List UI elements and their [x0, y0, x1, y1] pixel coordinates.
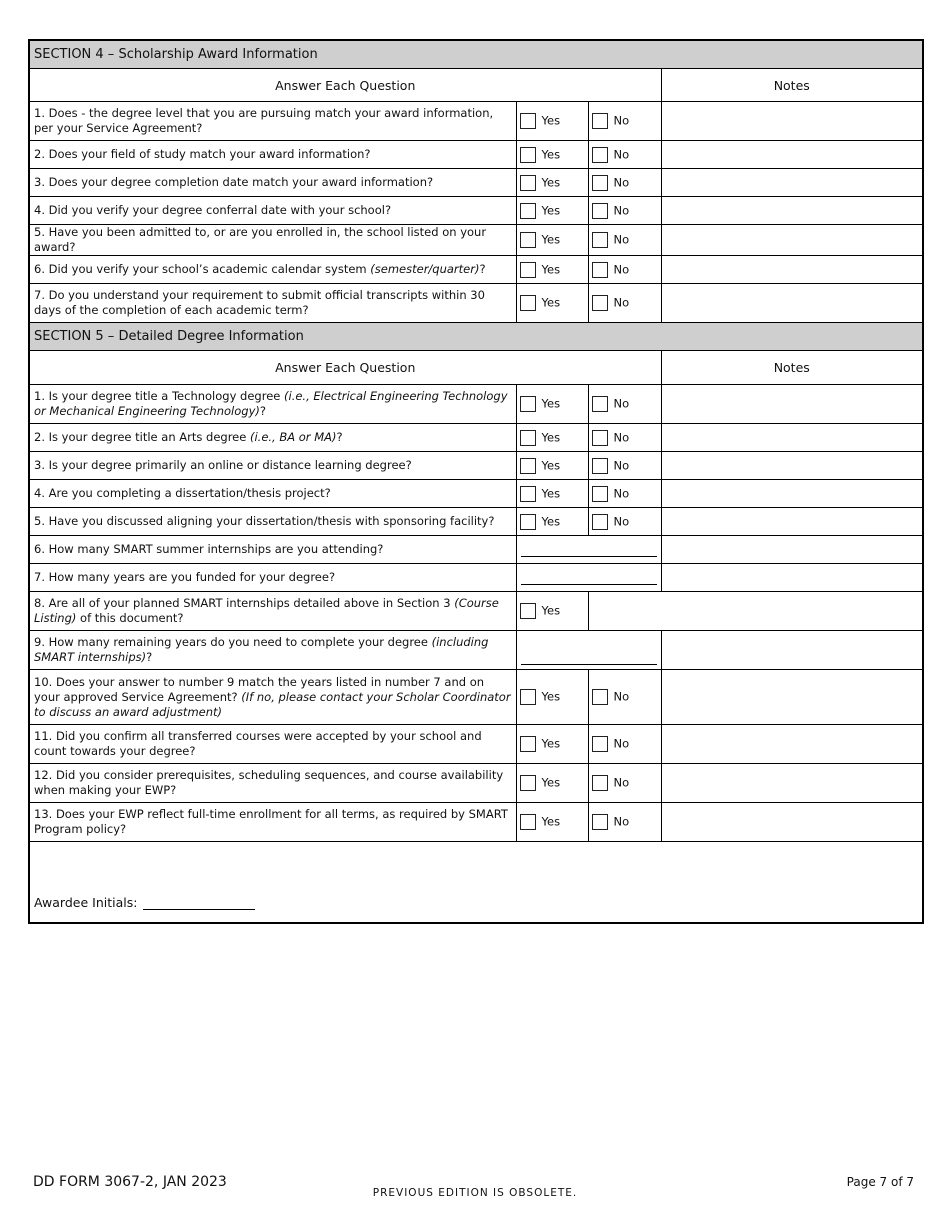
- section-4-notes-header: Notes: [661, 69, 923, 102]
- no-checkbox[interactable]: No: [588, 670, 661, 725]
- no-checkbox[interactable]: No: [588, 225, 661, 256]
- question-text: 9. How many remaining years do you need to complete your degree (including SMART internships)?: [29, 631, 516, 670]
- checkbox-box[interactable]: [592, 775, 608, 791]
- notes-field[interactable]: [661, 225, 923, 256]
- notes-field[interactable]: [661, 670, 923, 725]
- section-5-title: SECTION 5 – Detailed Degree Information: [29, 323, 923, 351]
- checkbox-box[interactable]: [592, 736, 608, 752]
- checkbox-box[interactable]: [520, 514, 536, 530]
- notes-field[interactable]: [661, 631, 923, 670]
- question-text: 7. Do you understand your requirement to submit official transcripts within 30 days of the completion of each academic term?: [29, 284, 516, 323]
- notes-field[interactable]: [661, 141, 923, 169]
- yes-checkbox[interactable]: Yes: [516, 452, 588, 480]
- yes-checkbox[interactable]: Yes: [516, 169, 588, 197]
- checkbox-box[interactable]: [592, 814, 608, 830]
- table-row: [29, 592, 923, 631]
- checkbox-box[interactable]: [520, 396, 536, 412]
- table-row: [29, 141, 923, 169]
- section-4-title: SECTION 4 – Scholarship Award Information: [29, 40, 923, 69]
- no-checkbox[interactable]: No: [588, 197, 661, 225]
- question-text: 5. Have you discussed aligning your dissertation/thesis with sponsoring facility?: [29, 508, 516, 536]
- table-row: [29, 284, 923, 323]
- table-row: [29, 631, 923, 670]
- table-row: [29, 564, 923, 592]
- section-5-notes-header: Notes: [661, 351, 923, 385]
- question-text: 1. Does - the degree level that you are pursuing match your award information, per your Service Agreement?: [29, 102, 516, 141]
- table-row: [29, 764, 923, 803]
- checkbox-box[interactable]: [592, 203, 608, 219]
- answer-line-input[interactable]: [516, 536, 661, 564]
- checkbox-box[interactable]: [520, 603, 536, 619]
- table-row: [29, 725, 923, 764]
- table-row: [29, 385, 923, 424]
- initials-row: [29, 842, 923, 924]
- notes-field[interactable]: [661, 536, 923, 564]
- answer-line-input[interactable]: [516, 564, 661, 592]
- no-checkbox[interactable]: No: [588, 764, 661, 803]
- checkbox-box[interactable]: [592, 175, 608, 191]
- notes-field[interactable]: [661, 564, 923, 592]
- checkbox-box[interactable]: [520, 232, 536, 248]
- yes-checkbox[interactable]: Yes: [516, 284, 588, 323]
- question-text: 4. Are you completing a dissertation/thesis project?: [29, 480, 516, 508]
- yes-checkbox[interactable]: Yes: [516, 670, 588, 725]
- checkbox-box[interactable]: [592, 689, 608, 705]
- question-text: 10. Does your answer to number 9 match the years listed in number 7 and on your approved Service Agreement? (If no, please contact your Scholar Coordinator to discuss an award adjustment): [29, 670, 516, 725]
- checkbox-box[interactable]: [592, 232, 608, 248]
- no-checkbox[interactable]: No: [588, 508, 661, 536]
- checkbox-box[interactable]: [520, 295, 536, 311]
- checkbox-box[interactable]: [520, 203, 536, 219]
- no-checkbox[interactable]: No: [588, 284, 661, 323]
- table-row: [29, 225, 923, 256]
- checkbox-box[interactable]: [520, 736, 536, 752]
- yes-checkbox[interactable]: Yes: [516, 225, 588, 256]
- initials-input[interactable]: [143, 893, 255, 910]
- table-row: [29, 424, 923, 452]
- notes-field[interactable]: [661, 385, 923, 424]
- notes-field[interactable]: [661, 102, 923, 141]
- yes-checkbox[interactable]: Yes: [516, 592, 588, 631]
- checkbox-box[interactable]: [592, 458, 608, 474]
- question-text: 1. Is your degree title a Technology degree (i.e., Electrical Engineering Technology or Mechanical Engineering Technology)?: [29, 385, 516, 424]
- question-text: 7. How many years are you funded for your degree?: [29, 564, 516, 592]
- yes-checkbox[interactable]: Yes: [516, 141, 588, 169]
- no-checkbox[interactable]: No: [588, 452, 661, 480]
- question-text: 6. How many SMART summer internships are you attending?: [29, 536, 516, 564]
- notes-field[interactable]: [661, 424, 923, 452]
- notes-field[interactable]: [661, 508, 923, 536]
- table-row: [29, 452, 923, 480]
- no-checkbox[interactable]: No: [588, 385, 661, 424]
- section-5-answer-header: Answer Each Question: [29, 351, 661, 385]
- yes-checkbox[interactable]: Yes: [516, 197, 588, 225]
- checkbox-box[interactable]: [520, 775, 536, 791]
- question-text: 6. Did you verify your school’s academic calendar system (semester/quarter)?: [29, 256, 516, 284]
- question-text: 8. Are all of your planned SMART internships detailed above in Section 3 (Course Listing) of this document?: [29, 592, 516, 631]
- yes-checkbox[interactable]: Yes: [516, 803, 588, 842]
- checkbox-box[interactable]: [592, 295, 608, 311]
- table-row: [29, 536, 923, 564]
- no-checkbox[interactable]: No: [588, 424, 661, 452]
- question-text: 2. Is your degree title an Arts degree (i.e., BA or MA)?: [29, 424, 516, 452]
- notes-field[interactable]: [661, 256, 923, 284]
- question-text: 5. Have you been admitted to, or are you enrolled in, the school listed on your award?: [29, 225, 516, 256]
- table-row: [29, 480, 923, 508]
- checkbox-box[interactable]: [520, 458, 536, 474]
- initials-cell: [29, 842, 923, 924]
- question-text: 12. Did you consider prerequisites, scheduling sequences, and course availability when making your EWP?: [29, 764, 516, 803]
- checkbox-box[interactable]: [520, 262, 536, 278]
- no-checkbox[interactable]: No: [588, 169, 661, 197]
- notes-field[interactable]: [661, 480, 923, 508]
- table-row: [29, 508, 923, 536]
- checkbox-box[interactable]: [520, 430, 536, 446]
- question-text: 2. Does your field of study match your award information?: [29, 141, 516, 169]
- notes-field[interactable]: [661, 197, 923, 225]
- question-text: 3. Is your degree primarily an online or distance learning degree?: [29, 452, 516, 480]
- no-checkbox[interactable]: No: [588, 480, 661, 508]
- no-checkbox[interactable]: No: [588, 141, 661, 169]
- yes-checkbox[interactable]: Yes: [516, 508, 588, 536]
- checkbox-box[interactable]: [520, 175, 536, 191]
- table-row: [29, 102, 923, 141]
- checkbox-box[interactable]: [520, 113, 536, 129]
- notes-field[interactable]: [661, 764, 923, 803]
- answer-line-input[interactable]: [516, 631, 661, 670]
- notes-field[interactable]: [661, 284, 923, 323]
- checkbox-box[interactable]: [592, 262, 608, 278]
- checkbox-box[interactable]: [520, 486, 536, 502]
- question-text: 3. Does your degree completion date match your award information?: [29, 169, 516, 197]
- no-checkbox[interactable]: No: [588, 725, 661, 764]
- no-checkbox[interactable]: No: [588, 256, 661, 284]
- checkbox-box[interactable]: [592, 486, 608, 502]
- table-row: [29, 256, 923, 284]
- checkbox-box[interactable]: [592, 430, 608, 446]
- notes-field[interactable]: [661, 803, 923, 842]
- yes-checkbox[interactable]: Yes: [516, 725, 588, 764]
- table-row: [29, 169, 923, 197]
- yes-checkbox[interactable]: Yes: [516, 102, 588, 141]
- yes-checkbox[interactable]: Yes: [516, 424, 588, 452]
- notes-field[interactable]: [661, 725, 923, 764]
- question-text: 4. Did you verify your degree conferral date with your school?: [29, 197, 516, 225]
- checkbox-box[interactable]: [592, 396, 608, 412]
- form-table: [28, 39, 924, 924]
- checkbox-box[interactable]: [520, 689, 536, 705]
- section-4-answer-header: Answer Each Question: [29, 69, 661, 102]
- initials-label: Awardee Initials:: [34, 895, 138, 910]
- notes-field[interactable]: [588, 592, 923, 631]
- yes-checkbox[interactable]: Yes: [516, 256, 588, 284]
- no-checkbox[interactable]: No: [588, 102, 661, 141]
- notes-field[interactable]: [661, 452, 923, 480]
- checkbox-box[interactable]: [592, 147, 608, 163]
- edition-note: PREVIOUS EDITION IS OBSOLETE.: [372, 1187, 578, 1199]
- question-text: 13. Does your EWP reflect full-time enrollment for all terms, as required by SMART Program policy?: [29, 803, 516, 842]
- notes-field[interactable]: [661, 169, 923, 197]
- table-row: [29, 803, 923, 842]
- checkbox-box[interactable]: [520, 814, 536, 830]
- checkbox-box[interactable]: [592, 514, 608, 530]
- form-id: DD FORM 3067-2, JAN 2023: [33, 1174, 227, 1190]
- table-row: [29, 197, 923, 225]
- checkbox-box[interactable]: [592, 113, 608, 129]
- page-number: Page 7 of 7: [846, 1175, 914, 1189]
- yes-checkbox[interactable]: Yes: [516, 385, 588, 424]
- yes-checkbox[interactable]: Yes: [516, 764, 588, 803]
- table-row: [29, 670, 923, 725]
- no-checkbox[interactable]: No: [588, 803, 661, 842]
- checkbox-box[interactable]: [520, 147, 536, 163]
- yes-checkbox[interactable]: Yes: [516, 480, 588, 508]
- question-text: 11. Did you confirm all transferred courses were accepted by your school and count towards your degree?: [29, 725, 516, 764]
